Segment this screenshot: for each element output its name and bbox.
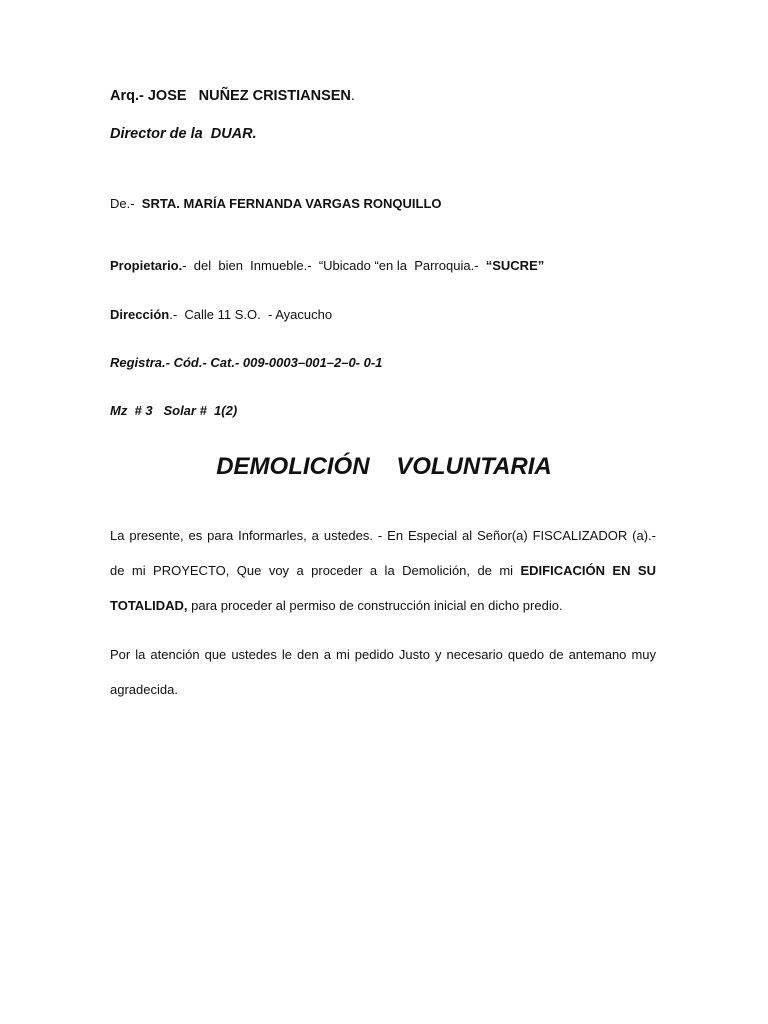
parish-name: “SUCRE” <box>485 258 545 273</box>
registry-code: Registra.- Cód.- Cat.- 009-0003–001–2–0- 0-1 <box>110 355 383 370</box>
body-paragraph-1 <box>110 518 656 623</box>
sender-line <box>110 196 442 212</box>
body-paragraph-1-text-a: La presente, es para Informarles, a ustedes. - En Especial al Señor(a) FISCALIZADOR (a).- de mi PROYECTO, Que voy a proceder a la Demolición, de mi <box>110 528 656 578</box>
body-paragraph-2: Por la atención que ustedes le den a mi pedido Justo y necesario quedo de antemano muy agradecida. <box>110 647 656 697</box>
recipient-name: Arq.- JOSE NUÑEZ CRISTIANSEN <box>110 88 351 104</box>
owner-label: Propietario. <box>110 258 183 273</box>
sender-name: SRTA. MARÍA FERNANDA VARGAS RONQUILLO <box>141 196 442 211</box>
recipient-position: Director de la DUAR. <box>110 126 257 142</box>
recipient-name-line <box>110 88 355 104</box>
address-label: Dirección <box>110 307 170 322</box>
lot-info: Mz # 3 Solar # 1(2) <box>110 403 238 418</box>
owner-line <box>110 258 544 274</box>
body-paragraph-1-bold: EDIFICACIÓN EN SU TOTALIDAD, <box>110 563 656 613</box>
recipient-name-period: . <box>350 88 355 104</box>
sender-label: De.- <box>110 196 142 211</box>
document-title: DEMOLICIÓN VOLUNTARIA <box>216 453 552 480</box>
address-text: .- Calle 11 S.O. - Ayacucho <box>169 307 333 322</box>
body-paragraph-1-text-b: para proceder al permiso de construcción inicial en dicho predio. <box>187 598 563 613</box>
address-line <box>110 307 332 323</box>
owner-text: - del bien Inmueble.- “Ubicado “en la Parroquia.- <box>182 258 486 273</box>
